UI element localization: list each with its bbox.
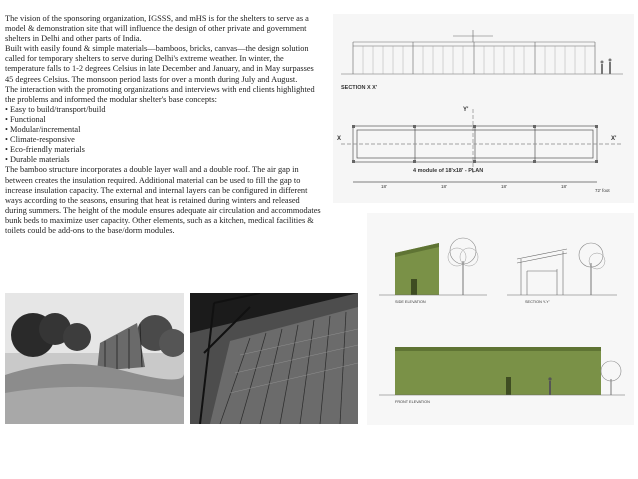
- section-yy-label: SECTION Y-Y': [525, 300, 550, 304]
- plan-total-dim: 72' foot: [595, 188, 610, 193]
- y-top-marker: Y': [463, 107, 469, 113]
- section-xx-label: SECTION X X': [341, 85, 378, 91]
- concept-item: • Durable materials: [5, 155, 70, 165]
- section-plan-drawing: [333, 14, 634, 203]
- x-left-marker: X: [337, 136, 342, 142]
- front-elevation-label: FRONT ELEVATION: [395, 400, 430, 404]
- concept-item: • Modular/incremental: [5, 125, 81, 135]
- paragraph-materials: Built with easily found & simple materials—bamboos, bricks, canvas—the design solution called for temporary shelters to serve during Delhi's extreme weather. In winter, the temperature falls to 1-2 degrees Celsius in late December and January, and in May surpasses 45 degrees Celsius. The monsoon period lasts for over a month during July and August.: [5, 44, 314, 84]
- plan-dim: 18': [561, 184, 567, 189]
- plan-dim: 18': [501, 184, 507, 189]
- concept-item: • Easy to build/transport/build: [5, 104, 106, 114]
- description-text: [5, 14, 323, 236]
- roof-interior-photo: [190, 293, 358, 424]
- x-right-marker: X': [611, 136, 617, 142]
- paragraph-structure: The bamboo structure incorporates a double layer wall and a double roof. The air gap in between creates the insulation required. Additional material can be used to fill the gap to increase insulation capacity. The external and internal layers can be configured in different ways according to the seasons, ensuring that heat is retained during winters and released during summers. The height of the module ensures adequate air circulation and accommodates bunk beds to maximize user capacity. Other elements, such as a kitchen, medical facilities & toilets could be add-ons to the base/dorm modules.: [5, 165, 321, 235]
- paragraph-vision: The vision of the sponsoring organization, IGSSS, and mHS is for the shelters to serve as a model & demonstration site that will influence the design of other private and government shelters in Delhi and other parts of India.: [5, 14, 309, 44]
- elevations-drawing: [367, 213, 634, 425]
- front-elevation-building: [395, 347, 601, 395]
- concept-list: [5, 105, 323, 166]
- concept-item: • Functional: [5, 114, 46, 124]
- plan-label: 4 module of 18'x18' - PLAN: [413, 168, 484, 174]
- side-elevation-label: SIDE ELEVATION: [395, 300, 426, 304]
- site-photo: [5, 293, 184, 424]
- concept-item: • Eco-friendly materials: [5, 145, 85, 155]
- paragraph-interaction: The interaction with the promoting organizations and interviews with end clients highlighted the problems and informed the modular shelter's base concepts:: [5, 84, 315, 104]
- plan-dim: 18': [381, 184, 387, 189]
- plan-dim: 18': [441, 184, 447, 189]
- concept-item: • Climate-responsive: [5, 135, 75, 145]
